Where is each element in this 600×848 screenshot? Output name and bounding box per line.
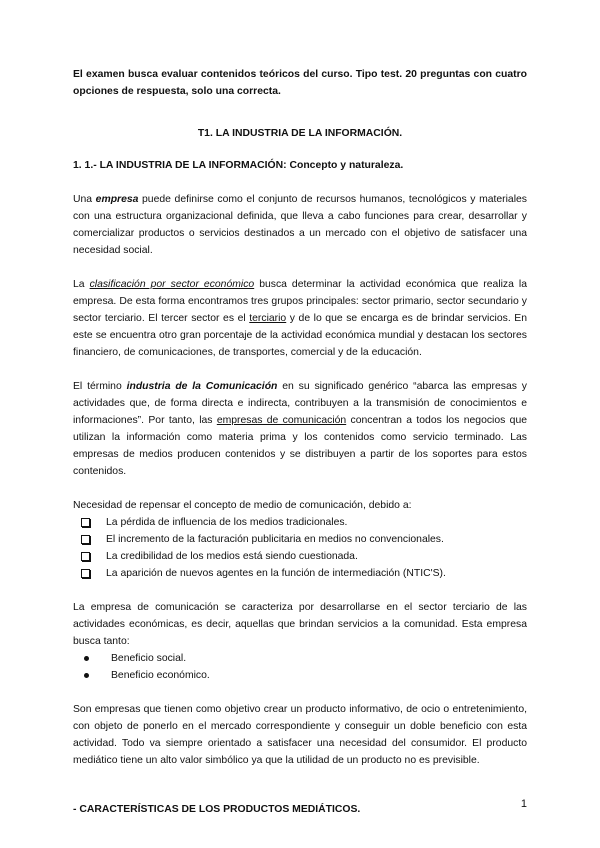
section-subtitle: : Concepto y naturaleza. xyxy=(283,160,404,171)
term-empresas-comunicacion: empresas de comunicación xyxy=(216,415,347,426)
document-title: T1. LA INDUSTRIA DE LA INFORMACIÓN. xyxy=(197,128,403,139)
text-run: busca determinar la actividad económica que realiza la empresa. De esta forma encontramos tres grupos principales: sector primario, sector secundario y sector terciario. El tercer sector es el xyxy=(73,279,527,324)
list-item: La pérdida de influencia de los medios tradicionales. xyxy=(73,514,527,531)
list-item: La aparición de nuevos agentes en la función de intermediación (NTIC'S). xyxy=(73,565,527,582)
list-item: Beneficio económico. xyxy=(73,667,527,684)
paragraph-objetivo: Son empresas que tienen como objetivo crear un producto informativo, de ocio o entretenimiento, con objeto de ponerlo en el mercado correspondiente y conseguir un doble beneficio con esta actividad. Todo va siempre orientado a satisfacer una necesidad del consumidor. El producto mediático tiene un alto valor simbólico ya que la utilidad de un producto no es previsible. xyxy=(73,704,527,766)
term-industria-comunicacion: industria de la Comunicación xyxy=(126,381,278,392)
paragraph-clasificacion xyxy=(73,276,527,361)
benefits-list xyxy=(73,650,527,684)
reasons-list xyxy=(73,514,527,582)
paragraph-sector-terciario: La empresa de comunicación se caracteriza por desarrollarse en el sector terciario de las actividades económicas, es decir, aquellas que brindan servicios a la comunidad. Esta empresa busca tanto: xyxy=(73,602,527,647)
list-item: Beneficio social. xyxy=(73,650,527,667)
list-item: El incremento de la facturación publicitaria en medios no convencionales. xyxy=(73,531,527,548)
list-item: La credibilidad de los medios está siendo cuestionada. xyxy=(73,548,527,565)
text-run: La xyxy=(73,279,90,290)
text-run: en su significado genérico “abarca las empresas y actividades que, de forma directa e indirecta, contribuyen a la transmisión de conocimientos e informaciones”. Por tanto, las xyxy=(73,381,528,426)
term-terciario: terciario xyxy=(249,313,287,324)
section-heading xyxy=(73,157,527,174)
text-run: Una xyxy=(73,194,96,205)
text-run: y de lo que se encarga es de brindar servicios. En este se encuentra otro gran porcentaje de la actividad económica mundial y destacan los sectores financiero, de comunicaciones, de transportes, comercial y de la educación. xyxy=(73,313,528,358)
exam-intro: El examen busca evaluar contenidos teóricos del curso. Tipo test. 20 preguntas con cuatro opciones de respuesta, solo una correcta. xyxy=(73,69,527,97)
page-number: 1 xyxy=(520,798,527,810)
paragraph-empresa xyxy=(73,191,527,259)
text-run: concentran a todos los negocios que utilizan la información como materia prima y los contenidos como servicio terminado. Las empresas de medios producen contenidos y se distribuyen a partir de los soportes para estos contenidos. xyxy=(73,415,527,477)
term-empresa: empresa xyxy=(95,194,139,205)
term-clasificacion: clasificación por sector económico xyxy=(89,279,255,290)
paragraph-industria-comunicacion xyxy=(73,378,527,480)
paragraph-necesidad: Necesidad de repensar el concepto de medio de comunicación, debido a: xyxy=(73,500,412,511)
text-run: El término xyxy=(73,381,127,392)
section-heading-caracteristicas: - CARACTERÍSTICAS DE LOS PRODUCTOS MEDIÁTICOS. xyxy=(73,804,361,815)
section-title: LA INDUSTRIA DE LA INFORMACIÓN xyxy=(99,160,284,171)
text-run: puede definirse como el conjunto de recursos humanos, tecnológicos y materiales con una estructura organizacional definida, que lleva a cabo funciones para crear, desarrollar y comercializar productos o servicios destinados a un mercado con el objetivo de satisfacer una necesidad social. xyxy=(73,194,527,256)
section-number: 1. 1.- xyxy=(73,160,97,171)
